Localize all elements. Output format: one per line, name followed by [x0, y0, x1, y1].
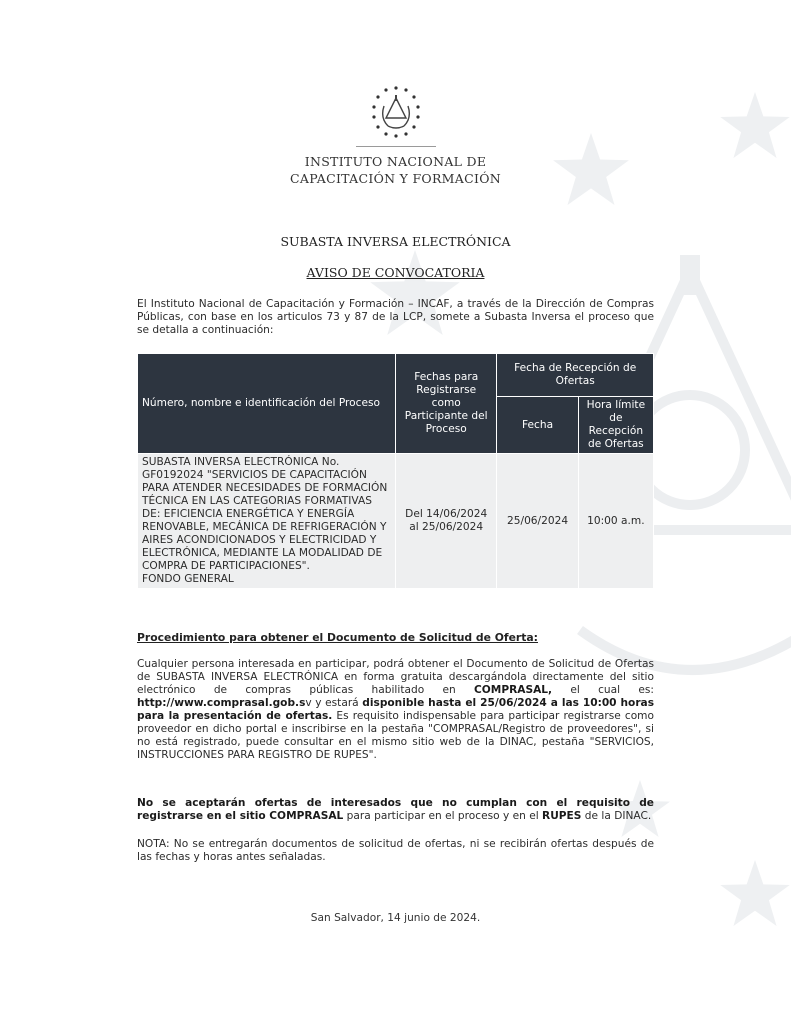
header-process-id: Número, nombre e identificación del Proceso — [138, 354, 396, 454]
procedure-text: el cual es: — [552, 684, 654, 696]
process-description: SUBASTA INVERSA ELECTRÓNICA No. GF0192024 "SERVICIOS DE CAPACITACIÓN PARA ATENDER NECESIDADES DE FORMACIÓN TÉCNICA EN LAS CATEGORIAS FORMATIVAS DE: EFICIENCIA ENERGÉTICA Y ENERGÍA RENOVABLE, MECÁNICA DE REFRIGERACIÓN Y AIRES ACONDICIONADOS Y ELECTRICIDAD Y ELECTRÓNICA, MEDIANTE LA MODALIDAD DE COMPRA DE PARTICIPACIONES". — [142, 456, 388, 572]
document-title: SUBASTA INVERSA ELECTRÓNICA — [280, 234, 511, 249]
header-reception-group: Fecha de Recepción de Ofertas — [497, 354, 654, 397]
reception-date-cell: 25/06/2024 — [497, 454, 578, 589]
reception-time-cell: 10:00 a.m. — [578, 454, 653, 589]
document-subtitle: AVISO DE CONVOCATORIA — [306, 265, 485, 280]
process-fund: FONDO GENERAL — [142, 573, 234, 585]
header-reception-date: Fecha — [497, 397, 578, 454]
intro-paragraph: El Instituto Nacional de Capacitación y Formación – INCAF, a través de la Dirección de Compras Públicas, con base en los articulos 73 y 87 de la LCP, somete a Subasta Inversa el proceso que se detalla a continuación: — [137, 298, 654, 336]
deadline-bold: disponible hasta el 25/06/2024 a las 10:00 horas para la presentación de ofertas. — [137, 697, 654, 722]
header-reception-time: Hora límite de Recepción de Ofertas — [578, 397, 653, 454]
header-registration-dates: Fechas para Registrarse como Participante del Proceso — [396, 354, 497, 454]
procedure-heading: Procedimiento para obtener el Documento de Solicitud de Oferta: — [137, 631, 538, 644]
header-divider — [356, 146, 436, 147]
comprasal-bold: COMPRASAL, — [474, 684, 553, 696]
table-row — [138, 454, 654, 589]
procedure-text: v y estará — [305, 697, 363, 709]
comprasal-url-link[interactable]: http://www.comprasal.gob.s — [137, 697, 306, 709]
requirement-bold: No se aceptarán ofertas de interesados que no cumplan con el requisito de registrarse en el sitio COMPRASAL — [137, 797, 654, 822]
letterhead — [0, 84, 791, 187]
registration-dates-cell: Del 14/06/2024 al 25/06/2024 — [396, 454, 497, 589]
note-paragraph: NOTA: No se entregarán documentos de solicitud de ofertas, ni se recibirán ofertas después de las fechas y horas antes señaladas. — [137, 838, 654, 863]
requirement-paragraph — [137, 797, 654, 823]
rupes-bold: RUPES — [542, 810, 582, 822]
place-date: San Salvador, 14 junio de 2024. — [310, 912, 481, 924]
procedure-paragraph — [137, 658, 654, 762]
requirement-text: de la DINAC. — [581, 810, 652, 822]
procedure-text: Es requisito indispensable para participar registrarse como proveedor en dicho portal e inscribirse en la pestaña "COMPRASAL/Registro de proveedores", si no está registrado, puede consultar en el mismo sitio web de la DINAC, pestaña "SERVICIOS, INSTRUCCIONES PARA REGISTRO DE RUPES". — [137, 710, 654, 761]
procedure-text: Cualquier persona interesada en participar, podrá obtener el Documento de Solicitud de Ofertas de SUBASTA INVERSA ELECTRÓNICA en forma gratuita descargándola directamente del sitio electrónico de compras públicas habilitado en — [137, 658, 654, 696]
institution-name-line1: INSTITUTO NACIONAL DE — [304, 154, 487, 169]
process-table — [137, 353, 654, 589]
process-description-cell — [138, 454, 396, 589]
coat-of-arms-icon — [368, 84, 424, 140]
institution-name-line2: CAPACITACIÓN Y FORMACIÓN — [290, 171, 501, 186]
requirement-text: para participar en el proceso y en el — [343, 810, 543, 822]
